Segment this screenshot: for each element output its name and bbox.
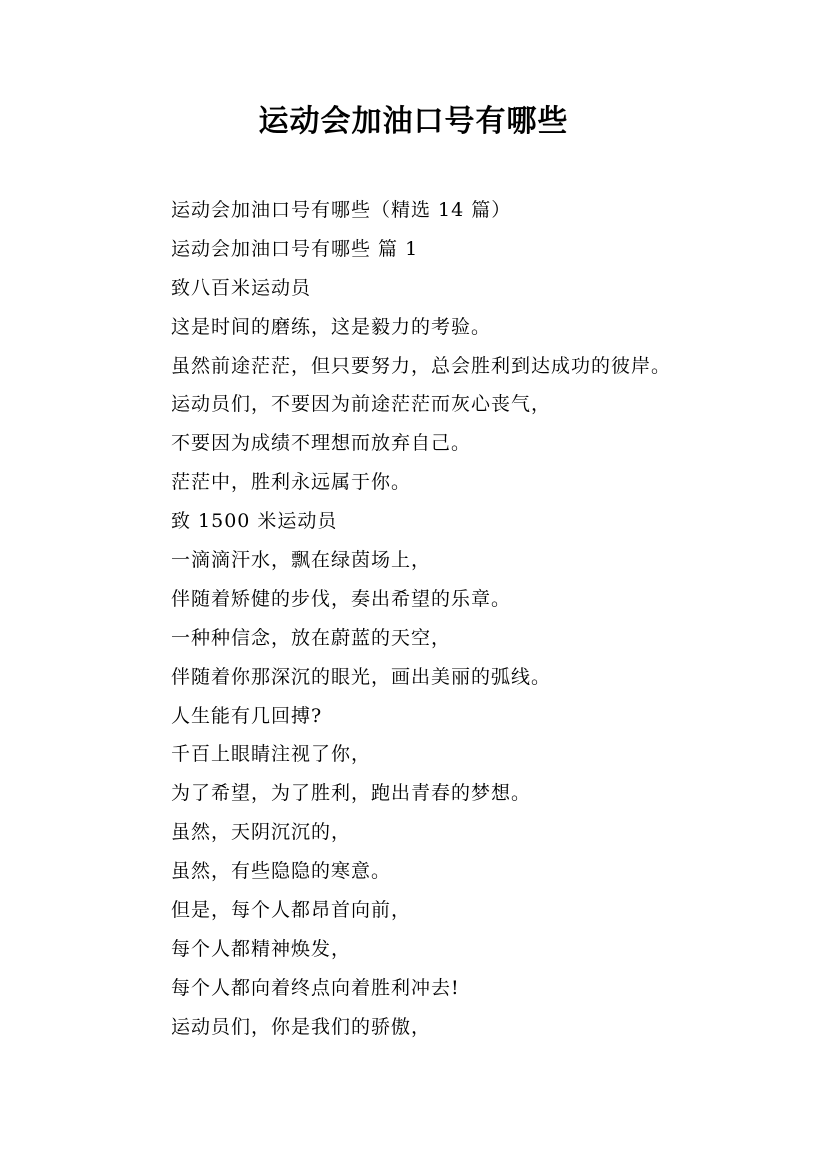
text-line: 虽然前途茫茫，但只要努力，总会胜利到达成功的彼岸。 (171, 354, 672, 377)
text-line: 致 1500 米运动员 (171, 510, 338, 533)
text-line: 伴随着矫健的步伐，奏出希望的乐章。 (171, 587, 512, 610)
text-line: 这是时间的磨练，这是毅力的考验。 (171, 315, 492, 338)
text-line: 致八百米运动员 (171, 276, 312, 299)
text-line: 为了希望，为了胜利，跑出青春的梦想。 (171, 782, 532, 805)
text-line: 伴随着你那深沉的眼光，画出美丽的弧线。 (171, 665, 552, 688)
text-line: 运动员们，你是我们的骄傲， (171, 1015, 432, 1038)
text-line: 一种种信念，放在蔚蓝的天空， (171, 626, 452, 649)
text-line: 虽然，有些隐隐的寒意。 (171, 860, 392, 883)
text-line: 茫茫中，胜利永远属于你。 (171, 471, 412, 494)
text-line: 每个人都精神焕发， (171, 937, 352, 960)
text-line: 虽然，天阴沉沉的， (171, 821, 352, 844)
text-line: 一滴滴汗水，飘在绿茵场上， (171, 549, 432, 572)
text-line: 运动员们，不要因为前途茫茫而灰心丧气， (171, 393, 552, 416)
text-line: 运动会加油口号有哪些 篇 1 (171, 237, 419, 260)
document-title: 运动会加油口号有哪些 (258, 104, 569, 139)
text-line: 不要因为成绩不理想而放弃自己。 (171, 432, 472, 455)
text-line: 但是，每个人都昂首向前， (171, 899, 412, 922)
text-line: 运动会加油口号有哪些（精选 14 篇） (171, 199, 512, 221)
text-line: 人生能有几回搏? (171, 704, 323, 727)
document-body (171, 191, 801, 1047)
text-line: 千百上眼睛注视了你， (171, 743, 372, 766)
text-line: 每个人都向着终点向着胜利冲去! (171, 976, 460, 999)
